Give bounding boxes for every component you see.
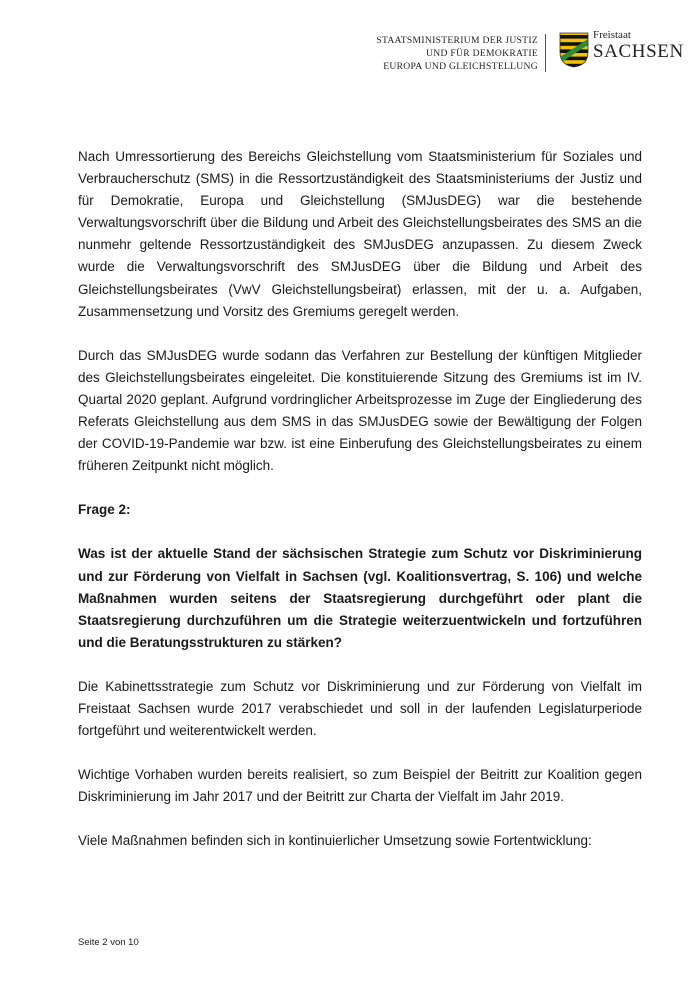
ministry-line: EUROPA UND GLEICHSTELLUNG xyxy=(383,61,538,72)
paragraph-1: Nach Umressortierung des Bereichs Gleichstellung vom Staatsministerium für Soziales und Verbraucherschutz (SMS) in die Ressortzuständigkeit des Staatsministeriums der Justiz und für Demokratie, Europa und Gleichstellung (SMJusDEG) war die bestehende Verwaltungsvorschrift über die Bildung und Arbeit des Gleichstellungsbeirates des SMS an die nunmehr geltende Ressortzuständigkeit des SMJusDEG anzupassen. Zu diesem Zweck wurde die Verwaltungsvorschrift des SMJusDEG über die Bildung und Arbeit des Gleichstellungsbeirates (VwV Gleichstellungsbeirat) erlassen, mit der u. a. Aufgaben, Zusammensetzung und Vorsitz des Gremiums geregelt werden. xyxy=(78,149,642,319)
paragraph-3: Die Kabinettsstrategie zum Schutz vor Diskriminierung und zur Förderung von Vielfalt im Freistaat Sachsen wurde 2017 verabschiedet und soll in der laufenden Legislaturperiode fortgeführt und weiterentwickelt werden. xyxy=(78,678,642,739)
coat-of-arms-icon xyxy=(559,32,589,68)
ministry-line: UND FÜR DEMOKRATIE xyxy=(426,48,538,59)
paragraph-5: Viele Maßnahmen befinden sich in kontinuierlicher Umsetzung sowie Fortentwicklung: xyxy=(78,833,592,849)
brand-small: Freistaat xyxy=(593,29,631,41)
brand-big: SACHSEN xyxy=(593,41,684,62)
brand-wordmark xyxy=(593,29,684,62)
ministry-name xyxy=(376,34,538,73)
paragraph-2: Durch das SMJusDEG wurde sodann das Verfahren zur Bestellung der künftigen Mitglieder des Gleichstellungsbeirates eingeleitet. Die konstituierende Sitzung des Gremiums ist im IV. Quartal 2020 geplant. Aufgrund vordringlicher Arbeitsprozesse im Zuge der Eingliederung des Referats Gleichstellung aus dem SMS in das SMJusDEG sowie der Bewältigung der Folgen der COVID-19-Pandemie war bzw. ist eine Einberufung des Gleichstellungsbeirates zu einem früheren Zeitpunkt nicht möglich. xyxy=(78,347,642,474)
letterhead xyxy=(0,28,700,78)
page-number: Seite 2 von 10 xyxy=(78,937,139,948)
question-title: Frage 2: xyxy=(78,502,131,518)
header-divider xyxy=(545,34,546,72)
paragraph-4: Wichtige Vorhaben wurden bereits realisiert, so zum Beispiel der Beitritt zur Koalition gegen Diskriminierung im Jahr 2017 und der Beitritt zur Charta der Vielfalt im Jahr 2019. xyxy=(78,767,642,805)
document-body xyxy=(78,146,642,874)
question-text: Was ist der aktuelle Stand der sächsischen Strategie zum Schutz vor Diskriminierung und zur Förderung von Vielfalt in Sachsen (vgl. Koalitionsvertrag, S. 106) und welche Maßnahmen wurden seitens der Staatsregierung durchgeführt oder plant die Staatsregierung durchzuführen um die Strategie weiterzuentwickeln und fortzuführen und die Beratungsstrukturen zu stärken? xyxy=(78,546,642,650)
ministry-line: STAATSMINISTERIUM DER JUSTIZ xyxy=(376,35,538,46)
